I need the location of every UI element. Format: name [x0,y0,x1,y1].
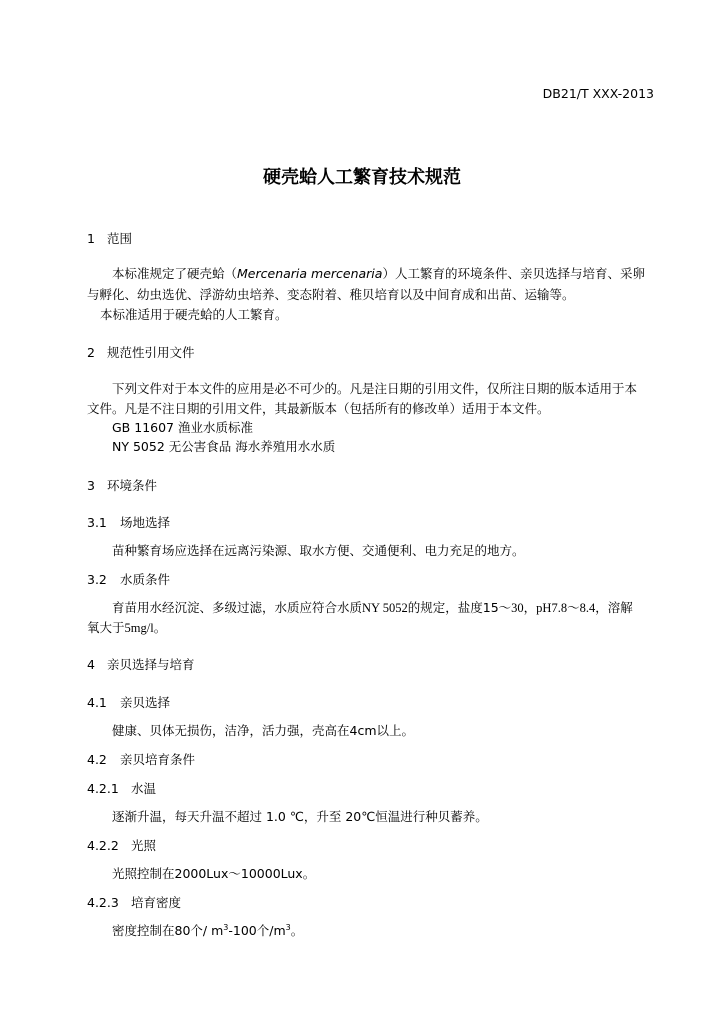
section-number: 4 [87,657,95,672]
text-run: 的规定，盐度 [407,600,483,615]
species-name: Mercenaria mercenaria [237,266,383,281]
text-run: 育苗用水经沉淀、多级过滤，水质应符合水质 [112,600,363,615]
section-title: 规范性引用文件 [107,345,195,360]
text-run: 15 [482,600,499,615]
section-number: 4.2.3 [87,895,119,910]
text-run: 。 [153,620,167,635]
text-run: 本标准规定了硬壳蛤（ [112,266,238,281]
subsection-3-2-text-line-2 [87,620,166,636]
section-number: 4.2.1 [87,781,119,796]
superscript: 3 [285,922,291,932]
section-1-paragraph-line-2: 与孵化、幼虫选优、浮游幼虫培养、变态附着、稚贝培育以及中间育成和出苗、运输等。 [87,287,575,302]
section-title: 亲贝培育条件 [120,752,196,767]
section-4-heading [87,657,195,673]
subsection-4-2-3-text [112,923,303,939]
section-1-scope-paragraph: 本标准适用于硬壳蛤的人工繁育。 [100,307,288,322]
section-2-paragraph-line-2: 文件。凡是不注日期的引用文件，其最新版本（包括所有的修改单）适用于本文件。 [87,401,550,416]
text-run: -100个/m [228,923,286,938]
section-title: 光照 [131,838,157,853]
subsection-3-2-heading [87,572,170,588]
section-2-heading [87,345,195,361]
section-title: 培育密度 [131,895,182,910]
subsection-3-1-heading [87,515,170,531]
section-title: 水温 [131,781,157,796]
subsection-4-2-3-heading [87,895,181,911]
section-1-heading [87,231,132,247]
section-number: 2 [87,345,95,360]
text-run: 。 [290,923,304,938]
subsection-4-1-heading [87,695,170,711]
subsection-4-2-1-text: 逐渐升温，每天升温不超过 1.0 ℃，升至 20℃恒温进行种贝蓄养。 [112,809,488,824]
standard-code: DB21/T XXX-2013 [542,86,654,101]
subsection-4-2-heading [87,752,195,768]
section-title: 场地选择 [120,515,171,530]
section-number: 4.1 [87,695,107,710]
section-title: 范围 [107,231,133,246]
section-3-heading [87,478,157,494]
section-title: 环境条件 [107,478,158,493]
section-number: 4.2.2 [87,838,119,853]
section-title: 亲贝选择 [120,695,171,710]
text-run: 密度控制在80个/ m [112,923,224,938]
reference-item: NY 5052 无公害食品 海水养殖用水水质 [112,439,336,454]
text-run: ，溶解 [595,600,633,615]
reference-item: GB 11607 渔业水质标准 [112,420,253,435]
section-title: 水质条件 [120,572,171,587]
subsection-3-2-text-line-1 [112,600,633,616]
section-2-paragraph-line-1: 下列文件对于本文件的应用是必不可少的。凡是注日期的引用文件，仅所注日期的版本适用于本 [112,381,638,396]
text-run: ～30， [498,601,537,615]
section-number: 3.2 [87,572,107,587]
text-run: pH7.8～8.4 [536,601,596,615]
section-number: 4.2 [87,752,107,767]
section-number: 3 [87,478,95,493]
text-run: 5mg/l [124,621,154,635]
document-title: 硬壳蛤人工繁育技术规范 [263,167,461,188]
section-title: 亲贝选择与培育 [107,657,195,672]
subsection-4-2-1-heading [87,781,156,797]
standard-ref: NY 5052 [362,601,408,615]
subsection-3-1-text: 苗种繁育场应选择在远离污染源、取水方便、交通便利、电力充足的地方。 [112,543,525,558]
section-number: 1 [87,231,95,246]
text-run: ）人工繁育的环境条件、亲贝选择与培育、采卵 [382,266,645,281]
subsection-4-2-2-text: 光照控制在2000Lux～10000Lux。 [112,866,316,881]
section-1-paragraph-line-1 [112,266,645,282]
subsection-4-1-text: 健康、贝体无损伤，洁净，活力强，壳高在4cm以上。 [112,723,415,738]
superscript: 3 [223,922,229,932]
section-number: 3.1 [87,515,107,530]
subsection-4-2-2-heading [87,838,156,854]
text-run: 氧大于 [87,620,125,635]
